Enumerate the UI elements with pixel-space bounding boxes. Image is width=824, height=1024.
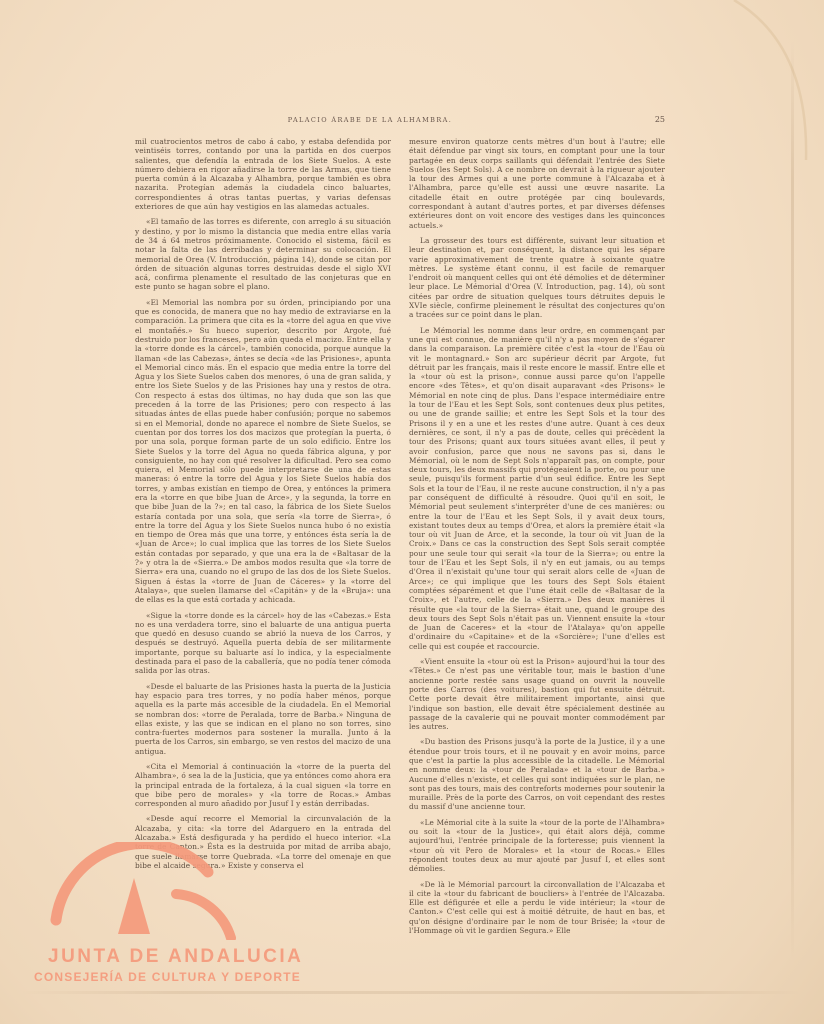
- page-number: 25: [654, 115, 665, 124]
- paragraph: «Desde el baluarte de las Prisiones hasta la puerta de la Justicia hay espacio para tres torres, y no podía haber ménos, porque aquella es la parte más accesible de la ciudadela. En el Memorial se nombran dos: «torre de Peralada, torre de Barba.» Ninguna de ellas existe, y las que se indican en el plano no son torres, sino contra-fuertes modernos para sostener la muralla. Junto á la puerta de los Carros, sin embargo, se ven restos del macizo de una antigua.: [135, 681, 391, 756]
- watermark-subtitle: CONSEJERÍA DE CULTURA Y DEPORTE: [34, 970, 302, 984]
- page-edge-right: [791, 40, 794, 960]
- running-header: PALACIO ÁRABE DE LA ALHAMBRA.: [287, 116, 453, 124]
- right-column-french: [409, 137, 665, 941]
- paragraph: «El Memorial las nombra por su órden, principiando por una que es conocida, de manera que no hay medio de extraviarse en la comparación. La primera que cita es la «torre del agua en que vive el montañés.» Su hueco superior, descrito por Argote, fué destruido por los franceses, pero aún queda el macizo. Entre ella y la «torre donde es la cárcel», también conocida, porque aunque la llaman «de las Cabezas», ántes se decía «de las Prisiones», apunta el Memorial cinco más. En el espacio que media entre la torre del Agua y los Siete Suelos caben dos menores, ó una de gran salida, y entre los Siete Suelos y de las Prisiones hay una y restos de otra. Con respecto á estas dos últimas, no hay duda que son las que preceden á la torre de las Prisiones; pero con respecto á las situadas ántes de ellas puede haber confusión; porque no sabemos si en el Memorial, donde no aparece el nombre de Siete Suelos, se cuentan por dos torres los dos macizos que protegían la puerta, ó por una sola, porque forman parte de un solo edificio. Entre los Siete Suelos y la torre del Agua no queda fábrica alguna, y por consiguiente, no hay con qué resolver la dificultad. Pero sea como quiera, el Memorial sólo puede interpretarse de una de estas maneras: ó entre la torre del Agua y los Siete Suelos había dos torres, y ambas existían en tiempo de Orea, y entónces la primera era la «torre en que bibe Juan de Arce», y la segunda, la torre en que bibe Juan de la ?»; en tal caso, la fábrica de los Siete Suelos estaría contada por una sola, que sería «la torre de Sierra», ó entre la torre del Agua y los Siete Suelos nunca hubo ó no existía en tiempo de Orea más que una torre, y entónces ésta sería la de «Juan de Arce»; lo cual implica que las torres de los Siete Suelos están contadas por separado, y que una era la de «Baltasar de la ?» y otra la de «Sierra.» De ambos modos resulta que «la torre de Sierra» era una, cuando no el grupo de las dos de los Siete Suelos. Siguen á éstas la «torre de Juan de Cáceres» y la «torre del Atalaya», que suelen llamarse del «Capitán» y de la «Bruja»: una de ellas es la que está cortada y achicada.: [135, 297, 391, 605]
- paragraph: «Desde aquí recorre el Memorial la circunvalación de la Alcazaba, y cita: «la torre del Adarguero en la entrada del Alcazaba.» Está desfigurada y ha perdido el hueco interior. «La torre de Canton.» Ésta es la destruida por mitad de arriba abajo, que suele llamarse torre Quebrada. «La torre del omenaje en que bibe el alcaide segura.» Existe y conserva el: [135, 814, 391, 870]
- paragraph: «Cita el Memorial á continuación la «torre de la puerta del Alhambra», ó sea la de la Justicia, que ya entónces como ahora era la principal entrada de la fortaleza, á la cual siguen «la torre en que bibe pero de morales» y «la torre de Rocas.» Ambas corresponden al muro añadido por Jusuf I y están derribadas.: [135, 762, 391, 809]
- paragraph: «El tamaño de las torres es diferente, con arreglo á su situación y destino, y por lo mismo la distancia que media entre ellas varía de 34 á 64 metros próximamente. Conocido el sistema, fácil es notar la falta de las derribadas y determinar su colocación. El memorial de Orea (V. Introducción, página 14), donde se citan por órden de situación algunas torres destruidas desde el siglo XVI acá, confirma plenamente el resultado de las conjeturas que en este punto se hagan sobre el plano.: [135, 217, 391, 292]
- watermark-title: JUNTA DE ANDALUCIA: [48, 946, 304, 967]
- paragraph: «De là le Mémorial parcourt la circonvallation de l'Alcazaba et il cite la «tour du fabricant de boucliers» à l'entrée de l'Alcazaba. Elle est défigurée et elle a perdu le vide intérieur; la «tour de Canton.» C'est celle qui est à moitié détruite, de haut en bas, et qu'on désigne d'ordinaire par le nom de tour Brisée; la «tour de l'Hommage où vit le gardien Segura.» Elle: [409, 879, 665, 936]
- paragraph: «Vient ensuite la «tour où est la Prison» aujourd'hui la tour des «Têtes.» Ce n'est pas une véritable tour, mais le bastion d'une ancienne porte restée sans usage quand on ouvrit la nouvelle porte des Carros (des voitures), bastion qui fut ensuite détruit. Cette porte devait être militairement importante, ainsi que l'indique son bastion, elle devait être spécialement destinée au passage de la cavalerie qui ne pouvait monter commodément par les autres.: [409, 657, 665, 732]
- paragraph: Le Mémorial les nomme dans leur ordre, en commençant par une qui est connue, de manière qu'il n'y a pas moyen de s'égarer dans la comparaison. La première citée c'est la «tour de l'Eau où vit le montagnard.» Son arc supérieur décrit par Argote, fut détruit par les français, mais il reste encore le massif. Entre elle et la «tour où est la prison», connue aussi parce qu'on l'appelle encore «des Têtes», et qu'on disait auparavant «des Prisons» le Mémorial en note cinq de plus. Dans l'espace intermédiaire entre la tour de l'Eau et les Sept Sols, sont contenues deux plus petites, ou une de grande saillie; et entre les Sept Sols et la tour des Prisons il y en a une et les restes d'une autre. Quant à ces deux dernières, ce sont, il n'y a pas de doute, celles qui précèdent la tour des Prisons; quant aux tours situées avant elles, il peut y avoir confusion, parce que nous ne savons pas si, dans le Mémorial, où le nom de Sept Sols n'apparaît pas, on compte, pour deux tours, les deux massifs qui protégeaient la porte, ou pour une seule, puisqu'ils forment partie d'un seul édifice. Entre les Sept Sols et la tour de l'Eau, il ne reste aucune construction, il n'y a pas par conséquent de difficulté à résoudre. Quoi qu'il en soit, le Mémorial peut seulement s'interpréter d'une de ces manières: ou entre la tour de l'Eau et les Sept Sols, il y avait deux tours, existant toutes deux au temps d'Orea, et alors la première était «la tour où vit Juan de Arce, et la seconde, la tour où vit Juan de la Croix.» Dans ce cas la construction des Sept Sols serait comptée pour une seule tour qui serait «la tour de la Sierra»; ou entre la tour de l'Eau et les Sept Sols, il n'y en eut jamais, ou au temps d'Orea il n'existait qu'une tour qui serait alors celle de «Juan de Arce»; ce qui implique que les tours des Sept Sols étaient comptées séparément et que l'une était celle de «Baltasar de la Croix», et l'autre, celle de la «Sierra.» Des deux manières il résulte que «la tour de la Sierra» était une, quand le groupe des deux tours des Sept Sols n'était pas un. Viennent ensuite la «tour de Juan de Caceres» et la «tour de l'Atalaya» qu'on appelle d'ordinaire du «Capitaine» et de la «Sorcière»; l'une d'elles est celle qui est coupée et raccourcie.: [409, 325, 665, 651]
- page-edge-bottom: [20, 991, 800, 994]
- paragraph: mesure environ quatorze cents mètres d'un bout à l'autre; elle était défendue par vingt six tours, en comptant pour une la tour partagée en deux corps saillants qui défendait l'entrée des Siete Suelos (les Sept Sols). A ce nombre on devrait à la rigueur ajouter la tour des Armes qui a une porte commune à l'Alcazaba et à l'Alhambra, parce qu'elle est aussi une œuvre nasarite. La citadelle était en outre protégée par cinq boulevards, correspondant à autant d'autres portes, et par diverses défenses extérieures dont on voit encore des vestiges dans les quinconces actuels.»: [409, 137, 665, 230]
- paragraph: «Du bastion des Prisons jusqu'à la porte de la Justice, il y a une étendue pour trois tours, et il ne pouvait y en avoir moins, parce que c'est la partie la plus accessible de la citadelle. Le Mémorial en nomme deux: la «tour de Peralada» et la «tour de Barba.» Aucune d'elles n'existe, et celles qui sont indiquées sur le plan, ne sont pas des tours, mais des contreforts modernes pour soutenir la muraille. Près de la porte des Carros, on voit cependant des restes du massif d'une ancienne tour.: [409, 737, 665, 812]
- paragraph: mil cuatrocientos metros de cabo á cabo, y estaba defendida por veintiséis torres, contando por una la partida en dos cuerpos salientes, que defendía la entrada de los Siete Suelos. A este número debiera en rigor añadirse la torre de las Armas, que tiene puerta común á la Alcazaba y Alhambra, porque también es obra nazarita. Protegían además la ciudadela cinco baluartes, correspondientes á otras tantas puertas, y varias defensas exteriores de que aún hay vestigios en las alamedas actuales.: [135, 137, 391, 212]
- text-block: [135, 137, 665, 941]
- paragraph: «Le Mémorial cite à la suite la «tour de la porte de l'Alhambra» ou soit la «tour de la Justice», qui était alors déjà, comme aujourd'hui, l'entrée principale de la forteresse; puis viennent la «tour où vit Pero de Morales» et la «tour de Rocas.» Elles répondent toutes deux au mur ajouté par Jusuf I, et elles sont démolies.: [409, 817, 665, 874]
- paragraph: «Sigue la «torre donde es la cárcel» hoy de las «Cabezas.» Esta no es una verdadera torre, sino el baluarte de una antigua puerta que quedó en desuso cuando se abrió la nueva de los Carros, y después se destruyó. Aquella puerta debía de ser militarmente importante, porque su baluarte así lo indica, y la especialmente destinada para el paso de la caballería, que no podía tener cómoda salida por las otras.: [135, 610, 391, 676]
- corner-crease: [704, 0, 824, 160]
- paragraph: La grosseur des tours est différente, suivant leur situation et leur destination et, par conséquent, la distance qui les sépare varie approximativement de trente quatre à soixante quatre mètres. Le système étant connu, il est facile de remarquer l'endroit où manquent celles qui ont été démolies et de déterminer leur place. Le Mémorial d'Orea (V. Introduction, pag. 14), où sont citées par ordre de situation quelques tours détruites depuis le XVIe siècle, confirme pleinement le résultat des conjectures qu'on a tracées sur ce point dans le plan.: [409, 235, 665, 320]
- left-column-spanish: [135, 137, 391, 941]
